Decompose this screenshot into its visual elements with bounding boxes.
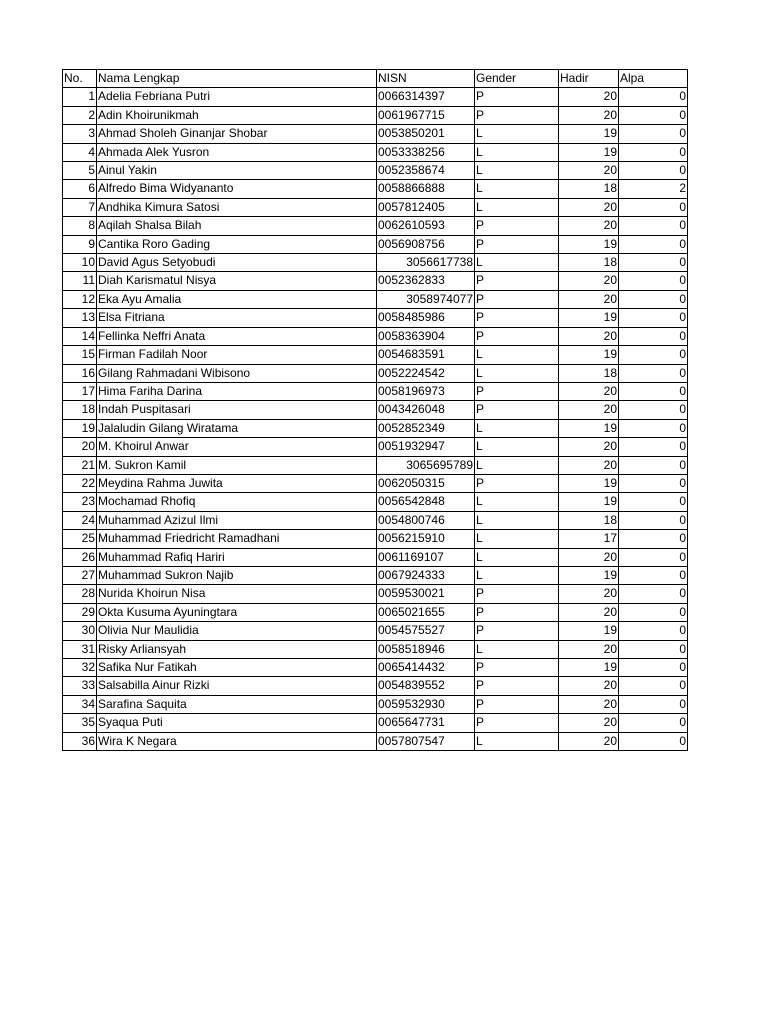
student-nisn: 0052358674 [377, 162, 475, 180]
attendance-present: 20 [559, 695, 619, 713]
student-name: Jalaludin Gilang Wiratama [97, 419, 377, 437]
attendance-present: 20 [559, 106, 619, 124]
student-name: Ahmad Sholeh Ginanjar Shobar [97, 125, 377, 143]
attendance-absent: 0 [619, 125, 688, 143]
table-row [63, 364, 688, 382]
table-row [63, 493, 688, 511]
attendance-sheet [62, 69, 688, 751]
student-gender: L [475, 456, 559, 474]
student-name: Muhammad Rafiq Hariri [97, 548, 377, 566]
table-row [63, 585, 688, 603]
attendance-absent: 0 [619, 290, 688, 308]
row-number: 32 [63, 659, 97, 677]
header-hadir: Hadir [559, 70, 619, 88]
row-number: 26 [63, 548, 97, 566]
attendance-absent: 0 [619, 106, 688, 124]
student-gender: L [475, 180, 559, 198]
student-nisn: 0059530021 [377, 585, 475, 603]
attendance-present: 20 [559, 401, 619, 419]
row-number: 35 [63, 714, 97, 732]
attendance-present: 20 [559, 382, 619, 400]
attendance-absent: 0 [619, 622, 688, 640]
attendance-absent: 0 [619, 309, 688, 327]
table-row [63, 346, 688, 364]
student-gender: L [475, 732, 559, 750]
attendance-absent: 0 [619, 714, 688, 732]
table-row [63, 254, 688, 272]
attendance-present: 18 [559, 180, 619, 198]
attendance-present: 20 [559, 272, 619, 290]
header-nama-lengkap: Nama Lengkap [97, 70, 377, 88]
attendance-absent: 0 [619, 382, 688, 400]
attendance-absent: 0 [619, 548, 688, 566]
attendance-present: 19 [559, 309, 619, 327]
student-name: Adin Khoirunikmah [97, 106, 377, 124]
student-nisn: 0058518946 [377, 640, 475, 658]
row-number: 9 [63, 235, 97, 253]
student-gender: P [475, 585, 559, 603]
attendance-present: 19 [559, 125, 619, 143]
row-number: 23 [63, 493, 97, 511]
student-nisn: 0056542848 [377, 493, 475, 511]
student-gender: P [475, 272, 559, 290]
student-nisn: 0058196973 [377, 382, 475, 400]
attendance-present: 20 [559, 198, 619, 216]
student-name: Muhammad Azizul Ilmi [97, 511, 377, 529]
table-row [63, 622, 688, 640]
table-row [63, 272, 688, 290]
row-number: 5 [63, 162, 97, 180]
student-gender: L [475, 198, 559, 216]
student-name: Aqilah Shalsa Bilah [97, 217, 377, 235]
student-nisn: 0043426048 [377, 401, 475, 419]
student-nisn: 0058866888 [377, 180, 475, 198]
student-nisn: 0062050315 [377, 474, 475, 492]
attendance-present: 19 [559, 622, 619, 640]
attendance-table [62, 69, 688, 751]
table-row [63, 474, 688, 492]
attendance-present: 19 [559, 235, 619, 253]
student-name: Eka Ayu Amalia [97, 290, 377, 308]
row-number: 16 [63, 364, 97, 382]
attendance-present: 19 [559, 419, 619, 437]
attendance-present: 20 [559, 548, 619, 566]
row-number: 15 [63, 346, 97, 364]
attendance-present: 19 [559, 659, 619, 677]
attendance-absent: 0 [619, 162, 688, 180]
student-gender: L [475, 566, 559, 584]
row-number: 12 [63, 290, 97, 308]
attendance-absent: 0 [619, 659, 688, 677]
student-nisn: 3065695789 [377, 456, 475, 474]
row-number: 36 [63, 732, 97, 750]
attendance-present: 20 [559, 603, 619, 621]
attendance-present: 20 [559, 714, 619, 732]
student-name: Firman Fadilah Noor [97, 346, 377, 364]
student-name: M. Sukron Kamil [97, 456, 377, 474]
attendance-absent: 0 [619, 327, 688, 345]
attendance-absent: 0 [619, 364, 688, 382]
student-name: Okta Kusuma Ayuningtara [97, 603, 377, 621]
student-nisn: 0061967715 [377, 106, 475, 124]
attendance-present: 19 [559, 474, 619, 492]
row-number: 20 [63, 438, 97, 456]
attendance-present: 20 [559, 585, 619, 603]
table-row [63, 419, 688, 437]
row-number: 33 [63, 677, 97, 695]
attendance-absent: 0 [619, 677, 688, 695]
row-number: 31 [63, 640, 97, 658]
student-nisn: 3058974077 [377, 290, 475, 308]
student-gender: L [475, 364, 559, 382]
attendance-present: 20 [559, 88, 619, 106]
student-nisn: 0051932947 [377, 438, 475, 456]
attendance-absent: 0 [619, 585, 688, 603]
row-number: 6 [63, 180, 97, 198]
student-gender: P [475, 309, 559, 327]
table-row [63, 198, 688, 216]
row-number: 29 [63, 603, 97, 621]
table-row [63, 438, 688, 456]
student-name: Salsabilla Ainur Rizki [97, 677, 377, 695]
row-number: 25 [63, 530, 97, 548]
student-nisn: 0053850201 [377, 125, 475, 143]
table-row [63, 88, 688, 106]
student-gender: P [475, 217, 559, 235]
table-row [63, 566, 688, 584]
row-number: 8 [63, 217, 97, 235]
table-row [63, 603, 688, 621]
student-name: Safika Nur Fatikah [97, 659, 377, 677]
attendance-absent: 0 [619, 254, 688, 272]
student-nisn: 0065021655 [377, 603, 475, 621]
student-nisn: 0058485986 [377, 309, 475, 327]
table-row [63, 511, 688, 529]
student-gender: P [475, 603, 559, 621]
student-nisn: 0062610593 [377, 217, 475, 235]
student-name: David Agus Setyobudi [97, 254, 377, 272]
attendance-present: 20 [559, 162, 619, 180]
attendance-absent: 0 [619, 143, 688, 161]
student-name: Diah Karismatul Nisya [97, 272, 377, 290]
table-row [63, 695, 688, 713]
student-nisn: 0052852349 [377, 419, 475, 437]
student-gender: P [475, 106, 559, 124]
student-nisn: 0056215910 [377, 530, 475, 548]
student-nisn: 0052224542 [377, 364, 475, 382]
attendance-absent: 0 [619, 456, 688, 474]
student-gender: L [475, 419, 559, 437]
table-row [63, 714, 688, 732]
student-name: Sarafina Saquita [97, 695, 377, 713]
student-gender: L [475, 254, 559, 272]
student-gender: L [475, 493, 559, 511]
student-gender: L [475, 125, 559, 143]
student-nisn: 0065647731 [377, 714, 475, 732]
student-nisn: 0056908756 [377, 235, 475, 253]
table-row [63, 456, 688, 474]
student-gender: P [475, 88, 559, 106]
table-row [63, 327, 688, 345]
table-row [63, 401, 688, 419]
row-number: 14 [63, 327, 97, 345]
student-name: Gilang Rahmadani Wibisono [97, 364, 377, 382]
attendance-absent: 0 [619, 732, 688, 750]
header-no: No. [63, 70, 97, 88]
attendance-present: 20 [559, 456, 619, 474]
student-name: Syaqua Puti [97, 714, 377, 732]
attendance-absent: 0 [619, 603, 688, 621]
row-number: 30 [63, 622, 97, 640]
attendance-present: 17 [559, 530, 619, 548]
attendance-absent: 0 [619, 511, 688, 529]
attendance-present: 20 [559, 677, 619, 695]
row-number: 11 [63, 272, 97, 290]
table-row [63, 235, 688, 253]
student-name: Adelia Febriana Putri [97, 88, 377, 106]
table-row [63, 143, 688, 161]
attendance-absent: 0 [619, 272, 688, 290]
student-nisn: 0052362833 [377, 272, 475, 290]
student-nisn: 0058363904 [377, 327, 475, 345]
attendance-absent: 0 [619, 217, 688, 235]
table-row [63, 530, 688, 548]
student-gender: P [475, 235, 559, 253]
row-number: 34 [63, 695, 97, 713]
row-number: 22 [63, 474, 97, 492]
attendance-absent: 0 [619, 530, 688, 548]
student-gender: L [475, 346, 559, 364]
table-row [63, 659, 688, 677]
attendance-present: 20 [559, 327, 619, 345]
attendance-present: 19 [559, 493, 619, 511]
student-gender: L [475, 548, 559, 566]
row-number: 2 [63, 106, 97, 124]
student-nisn: 0054839552 [377, 677, 475, 695]
attendance-absent: 0 [619, 401, 688, 419]
student-nisn: 0061169107 [377, 548, 475, 566]
attendance-present: 18 [559, 254, 619, 272]
student-nisn: 0067924333 [377, 566, 475, 584]
student-nisn: 0059532930 [377, 695, 475, 713]
student-name: Ainul Yakin [97, 162, 377, 180]
student-name: Fellinka Neffri Anata [97, 327, 377, 345]
attendance-present: 19 [559, 143, 619, 161]
attendance-present: 18 [559, 511, 619, 529]
attendance-absent: 0 [619, 695, 688, 713]
student-name: Ahmada Alek Yusron [97, 143, 377, 161]
row-number: 28 [63, 585, 97, 603]
table-row [63, 125, 688, 143]
student-nisn: 0054800746 [377, 511, 475, 529]
student-gender: P [475, 474, 559, 492]
student-gender: L [475, 162, 559, 180]
student-name: Wira K Negara [97, 732, 377, 750]
attendance-present: 20 [559, 217, 619, 235]
header-gender: Gender [475, 70, 559, 88]
attendance-absent: 0 [619, 198, 688, 216]
table-row [63, 290, 688, 308]
attendance-absent: 0 [619, 493, 688, 511]
attendance-present: 19 [559, 566, 619, 584]
table-row [63, 162, 688, 180]
attendance-present: 20 [559, 640, 619, 658]
student-nisn: 0053338256 [377, 143, 475, 161]
attendance-absent: 0 [619, 88, 688, 106]
student-gender: L [475, 640, 559, 658]
student-name: Nurida Khoirun Nisa [97, 585, 377, 603]
attendance-present: 20 [559, 438, 619, 456]
row-number: 13 [63, 309, 97, 327]
student-name: Meydina Rahma Juwita [97, 474, 377, 492]
student-nisn: 3056617738 [377, 254, 475, 272]
row-number: 18 [63, 401, 97, 419]
header-nisn: NISN [377, 70, 475, 88]
student-nisn: 0054575527 [377, 622, 475, 640]
attendance-absent: 0 [619, 235, 688, 253]
student-nisn: 0065414432 [377, 659, 475, 677]
student-nisn: 0057807547 [377, 732, 475, 750]
row-number: 3 [63, 125, 97, 143]
student-name: Muhammad Friedricht Ramadhani [97, 530, 377, 548]
student-name: M. Khoirul Anwar [97, 438, 377, 456]
student-gender: L [475, 530, 559, 548]
table-row [63, 217, 688, 235]
student-nisn: 0054683591 [377, 346, 475, 364]
header-alpa: Alpa [619, 70, 688, 88]
attendance-present: 19 [559, 346, 619, 364]
student-gender: P [475, 659, 559, 677]
row-number: 27 [63, 566, 97, 584]
row-number: 21 [63, 456, 97, 474]
attendance-present: 20 [559, 732, 619, 750]
attendance-present: 20 [559, 290, 619, 308]
header-row [63, 70, 688, 88]
student-gender: P [475, 382, 559, 400]
student-name: Cantika Roro Gading [97, 235, 377, 253]
table-row [63, 732, 688, 750]
table-row [63, 106, 688, 124]
attendance-absent: 2 [619, 180, 688, 198]
row-number: 17 [63, 382, 97, 400]
student-name: Andhika Kimura Satosi [97, 198, 377, 216]
row-number: 1 [63, 88, 97, 106]
student-name: Risky Arliansyah [97, 640, 377, 658]
student-gender: L [475, 511, 559, 529]
student-gender: P [475, 695, 559, 713]
attendance-absent: 0 [619, 640, 688, 658]
table-row [63, 640, 688, 658]
student-nisn: 0066314397 [377, 88, 475, 106]
student-gender: P [475, 290, 559, 308]
student-gender: P [475, 327, 559, 345]
table-body [63, 88, 688, 751]
table-row [63, 180, 688, 198]
student-gender: P [475, 677, 559, 695]
student-nisn: 0057812405 [377, 198, 475, 216]
student-gender: P [475, 401, 559, 419]
attendance-present: 18 [559, 364, 619, 382]
student-name: Indah Puspitasari [97, 401, 377, 419]
attendance-absent: 0 [619, 419, 688, 437]
row-number: 24 [63, 511, 97, 529]
table-row [63, 309, 688, 327]
student-name: Mochamad Rhofiq [97, 493, 377, 511]
row-number: 19 [63, 419, 97, 437]
table-row [63, 677, 688, 695]
student-name: Muhammad Sukron Najib [97, 566, 377, 584]
attendance-absent: 0 [619, 566, 688, 584]
row-number: 7 [63, 198, 97, 216]
student-name: Olivia Nur Maulidia [97, 622, 377, 640]
row-number: 10 [63, 254, 97, 272]
student-name: Alfredo Bima Widyananto [97, 180, 377, 198]
attendance-absent: 0 [619, 438, 688, 456]
student-gender: L [475, 438, 559, 456]
attendance-absent: 0 [619, 474, 688, 492]
table-row [63, 548, 688, 566]
student-gender: P [475, 714, 559, 732]
student-gender: L [475, 143, 559, 161]
row-number: 4 [63, 143, 97, 161]
attendance-absent: 0 [619, 346, 688, 364]
student-gender: P [475, 622, 559, 640]
table-row [63, 382, 688, 400]
student-name: Elsa Fitriana [97, 309, 377, 327]
student-name: Hima Fariha Darina [97, 382, 377, 400]
